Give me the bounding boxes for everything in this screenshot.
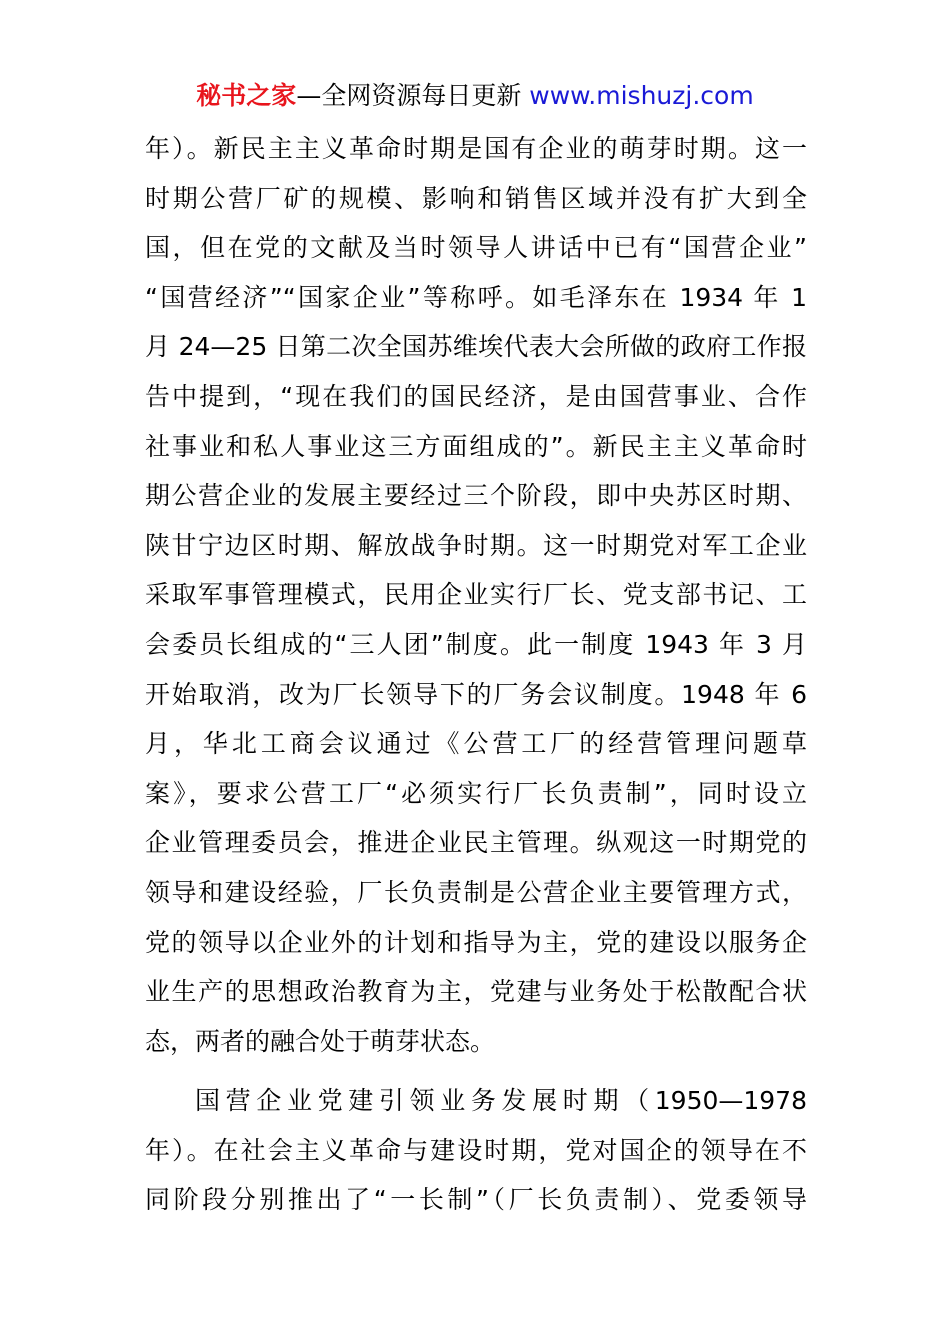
site-brand: 秘书之家 <box>196 81 297 110</box>
text-line: 月，华北工商会议通过《公营工厂的经营管理问题草 <box>145 729 807 759</box>
text-line: 开始取消，改为厂长领导下的厂务会议制度。1948 年 6 <box>145 679 807 709</box>
text-line: 告中提到，“现在我们的国民经济，是由国营事业、合作 <box>145 381 807 411</box>
text-line: 党的领导以企业外的计划和指导为主，党的建设以服务企 <box>145 927 807 957</box>
text-line: 态，两者的融合处于萌芽状态。 <box>145 1026 496 1056</box>
document-body <box>145 124 807 1225</box>
text-line: 社事业和私人事业这三方面组成的”。新民主主义革命时 <box>145 431 807 461</box>
text-line: 案》，要求公营工厂“必须实行厂长负责制”，同时设立 <box>145 778 807 808</box>
text-line: “国营经济”“国家企业”等称呼。如毛泽东在 1934 年 1 <box>145 282 807 312</box>
text-line: 年）。新民主主义革命时期是国有企业的萌芽时期。这一 <box>145 134 807 163</box>
text-line: 同阶段分别推出了“一长制”（厂长负责制）、党委领导 <box>145 1185 807 1215</box>
text-line: 期公营企业的发展主要经过三个阶段，即中央苏区时期、 <box>145 481 807 511</box>
text-line: 业生产的思想政治教育为主，党建与业务处于松散配合状 <box>145 977 807 1007</box>
text-line: 采取军事管理模式，民用企业实行厂长、党支部书记、工 <box>145 580 807 610</box>
site-url-link[interactable]: www.mishuzj.com <box>529 81 754 110</box>
text-line: 领导和建设经验，厂长负责制是公营企业主要管理方式， <box>145 877 807 907</box>
paragraph <box>145 1076 807 1225</box>
site-tagline: —全网资源每日更新 <box>296 81 530 110</box>
text-line: 年）。在社会主义革命与建设时期，党对国企的领导在不 <box>145 1135 807 1165</box>
text-line: 会委员长组成的“三人团”制度。此一制度 1943 年 3 月 <box>145 629 807 659</box>
text-line: 国，但在党的文献及当时领导人讲话中已有“国营企业” <box>145 233 807 263</box>
page-header <box>0 80 950 112</box>
text-line: 月 24—25 日第二次全国苏维埃代表大会所做的政府工作报 <box>145 332 807 362</box>
paragraph-spacer <box>145 1066 807 1076</box>
text-line: 陕甘宁边区时期、解放战争时期。这一时期党对军工企业 <box>145 530 807 560</box>
paragraph <box>145 124 807 1066</box>
text-line: 时期公营厂矿的规模、影响和销售区域并没有扩大到全 <box>145 183 807 213</box>
text-line: 国营企业党建引领业务发展时期（1950—1978 <box>195 1086 807 1116</box>
text-line: 企业管理委员会，推进企业民主管理。纵观这一时期党的 <box>145 828 807 858</box>
